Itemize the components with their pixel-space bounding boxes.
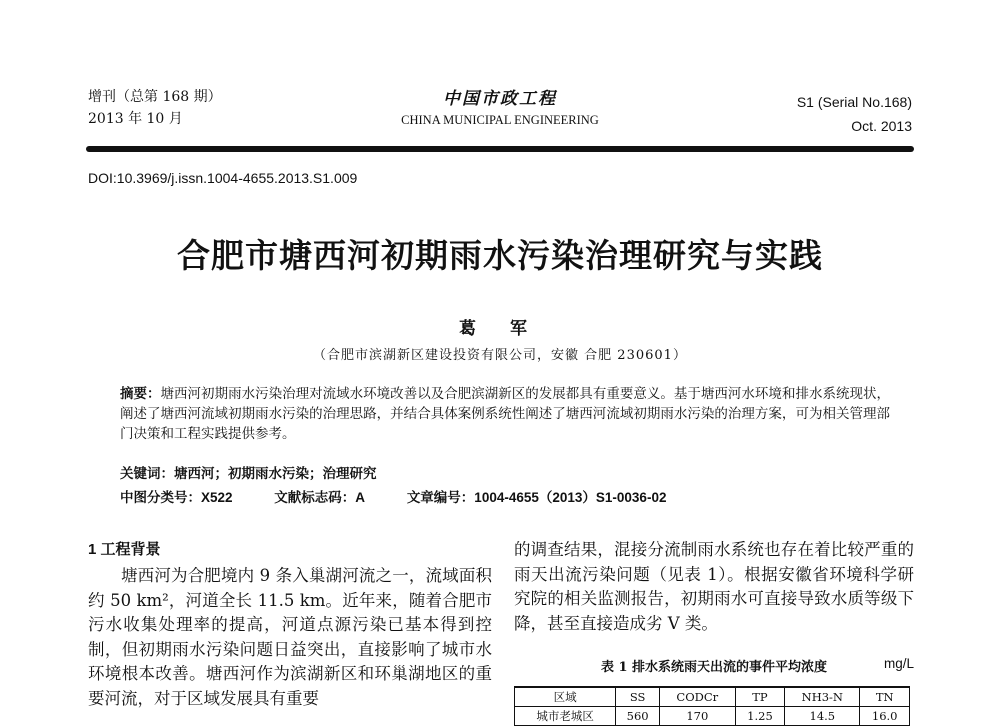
- table-caption: 表 1 排水系统雨天出流的事件平均浓度: [600, 660, 828, 675]
- table-cell: 170: [659, 707, 735, 726]
- serial-number: S1 (Serial No.168): [796, 94, 912, 110]
- table-header-cell: SS: [616, 687, 660, 707]
- issue-info: 增刊（总第 168 期）: [88, 89, 222, 105]
- keywords: [120, 462, 377, 482]
- journal-name-cn: 中国市政工程: [443, 89, 557, 109]
- section-heading: 1 工程背景: [88, 541, 161, 558]
- journal-masthead: [350, 84, 650, 128]
- table-header-cell: TN: [860, 687, 910, 707]
- author: 葛 军: [459, 319, 541, 339]
- table-row: [515, 707, 910, 726]
- data-table: [514, 686, 910, 726]
- clc-number: 中图分类号：X522: [120, 490, 233, 505]
- classification: [120, 486, 704, 506]
- keywords-text: 塘西河；初期雨水污染；治理研究: [174, 466, 377, 482]
- abstract-label: 摘要：: [120, 386, 161, 402]
- header-right: [797, 90, 912, 138]
- table-cell: 560: [616, 707, 660, 726]
- table-cell: 1.25: [735, 707, 785, 726]
- body-column-left: [88, 564, 492, 711]
- doi: DOI:10.3969/j.issn.1004-4655.2013.S1.009: [88, 170, 358, 186]
- affiliation: （合肥市滨湖新区建设投资有限公司，安徽 合肥 230601）: [313, 348, 687, 363]
- table-header-cell: CODCr: [659, 687, 735, 707]
- journal-name-en: CHINA MUNICIPAL ENGINEERING: [401, 113, 599, 127]
- document-code: 文献标志码：A: [274, 490, 366, 505]
- issue-date-en: Oct. 2013: [851, 118, 912, 134]
- paper-title: 合肥市塘西河初期雨水污染治理研究与实践: [177, 236, 823, 275]
- body-paragraph-continued: 的调查结果，混接分流制雨水系统也存在着比较严重的雨天出流污染问题（见表 1）。根据安徽省环境科学研究院的相关监测报告，初期雨水可直接导致水质等级下降，甚至直接造成劣 V 类。: [514, 540, 914, 633]
- table-header-cell: 区域: [515, 687, 616, 707]
- body-paragraph: 塘西河为合肥境内 9 条入巢湖河流之一，流域面积约 50 km²，河道全长 11.5 km。近年来，随着合肥市污水收集处理率的提高，河道点源污染已基本得到控制，但初期雨水污染问题日益突出，直接影响了城市水环境根本改善。塘西河作为滨湖新区和环巢湖地区的重要河流，对于区域发展具有重要: [88, 566, 492, 708]
- table-header-cell: NH3-N: [785, 687, 860, 707]
- body-column-right: [514, 538, 914, 636]
- abstract-text: 塘西河初期雨水污染治理对流域水环境改善以及合肥滨湖新区的发展都具有重要意义。基于塘西河水环境和排水系统现状，阐述了塘西河流域初期雨水污染的治理思路，并结合具体案例系统性阐述了塘西河流域初期雨水污染的治理方案，可为相关管理部门决策和工程实践提供参考。: [120, 386, 891, 442]
- table-header-row: [515, 687, 910, 707]
- article-number: 文章编号：1004-4655（2013）S1-0036-02: [406, 490, 667, 505]
- header-rule: [86, 146, 914, 152]
- table-cell: 城市老城区: [515, 707, 616, 726]
- table-unit: mg/L: [883, 656, 914, 671]
- table-header-cell: TP: [735, 687, 785, 707]
- keywords-label: 关键词：: [120, 466, 174, 482]
- table-cell: 16.0: [860, 707, 910, 726]
- header-left: [88, 86, 222, 130]
- table-cell: 14.5: [785, 707, 860, 726]
- abstract: [120, 384, 890, 444]
- issue-date: 2013 年 10 月: [88, 111, 183, 127]
